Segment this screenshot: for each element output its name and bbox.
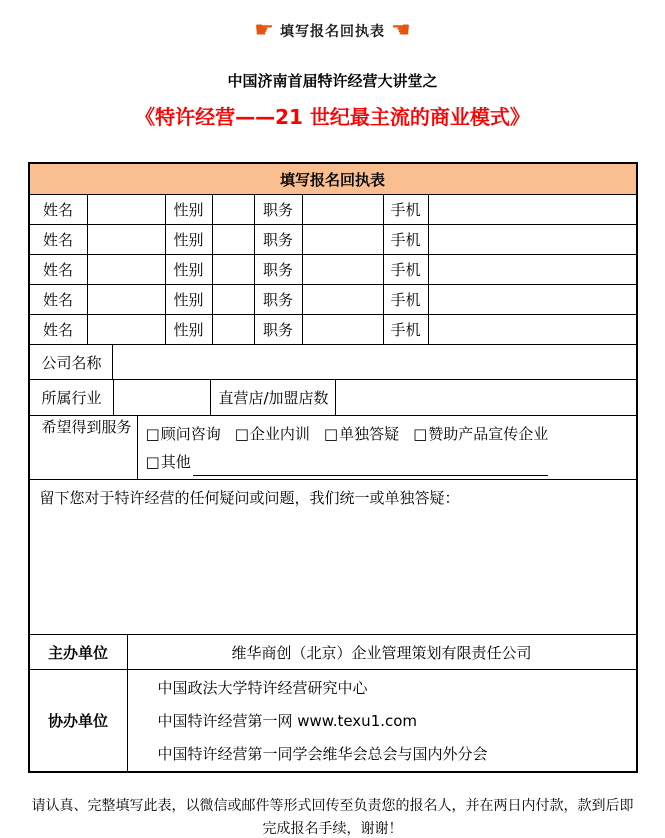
gender-input-cell-1[interactable] <box>212 195 254 224</box>
pointing-hand-right-icon: ☛ <box>254 18 274 43</box>
gender-input-cell-3[interactable] <box>212 255 254 284</box>
name-label: 姓名 <box>42 321 73 339</box>
name-input-cell-4[interactable] <box>87 285 165 314</box>
position-input-cell-3[interactable] <box>302 255 383 284</box>
other-input-line[interactable] <box>193 454 549 476</box>
checkbox-icon[interactable]: □ <box>145 424 160 443</box>
checkbox-icon[interactable]: □ <box>413 424 428 443</box>
option-individual-qa[interactable] <box>324 420 399 448</box>
co-organizer-label: 协办单位 <box>47 712 108 730</box>
mobile-input-cell-4[interactable] <box>428 285 636 314</box>
position-input-cell-5[interactable] <box>302 315 383 344</box>
event-series-title: 中国济南首届特许经营大讲堂之 <box>227 72 438 90</box>
attendee-row-5 <box>30 314 636 344</box>
position-label: 职务 <box>254 285 302 314</box>
name-label: 姓名 <box>42 291 73 309</box>
position-input-cell-4[interactable] <box>302 285 383 314</box>
pointing-hand-left-icon: ☚ <box>391 18 411 43</box>
event-main-title: 《特许经营——21 世纪最主流的商业模式》 <box>135 105 530 129</box>
gender-label: 性别 <box>165 255 212 284</box>
mobile-label: 手机 <box>383 255 428 284</box>
option-internal-training[interactable] <box>235 420 310 448</box>
mobile-input-cell-5[interactable] <box>428 315 636 344</box>
industry-row <box>30 379 636 415</box>
mobile-label: 手机 <box>383 315 428 344</box>
mobile-input-cell-2[interactable] <box>428 225 636 254</box>
question-row <box>30 479 636 634</box>
attendee-row-4 <box>30 284 636 314</box>
company-name-label: 公司名称 <box>41 353 102 372</box>
attendee-row-2 <box>30 224 636 254</box>
position-label: 职务 <box>254 255 302 284</box>
gender-input-cell-2[interactable] <box>212 225 254 254</box>
option-consulting[interactable] <box>146 420 221 448</box>
services-options <box>138 416 559 479</box>
co-organizer-line-2: 中国特许经营第一网 www.texu1.com <box>157 711 418 730</box>
mobile-label: 手机 <box>383 285 428 314</box>
banner-title: 填写报名回执表 <box>280 24 385 40</box>
organizer-row <box>30 634 636 669</box>
services-label: 希望得到服务 <box>41 418 132 436</box>
name-input-cell-5[interactable] <box>87 315 165 344</box>
option-other[interactable] <box>146 448 191 476</box>
co-organizer-line-1: 中国政法大学特许经营研究中心 <box>157 678 368 697</box>
option-other-label: 其他 <box>160 452 191 471</box>
store-count-label: 直营店/加盟店数 <box>210 380 335 415</box>
option-sponsor-promo-label: 赞助产品宣传企业 <box>428 424 549 443</box>
services-row <box>30 415 636 479</box>
co-organizer-row <box>30 669 636 771</box>
attendee-row-1 <box>30 194 636 224</box>
question-label: 留下您对于特许经营的任何疑问或问题，我们统一或单独答疑： <box>39 489 460 507</box>
mobile-label: 手机 <box>383 225 428 254</box>
gender-label: 性别 <box>165 225 212 254</box>
position-input-cell-1[interactable] <box>302 195 383 224</box>
position-input-cell-2[interactable] <box>302 225 383 254</box>
option-internal-training-label: 企业内训 <box>249 424 310 443</box>
industry-label: 所属行业 <box>41 389 102 407</box>
option-consulting-label: 顾问咨询 <box>160 424 221 443</box>
company-row <box>30 344 636 379</box>
mobile-input-cell-1[interactable] <box>428 195 636 224</box>
checkbox-icon[interactable]: □ <box>234 424 249 443</box>
checkbox-icon[interactable]: □ <box>323 424 339 443</box>
name-label: 姓名 <box>42 231 73 249</box>
position-label: 职务 <box>254 315 302 344</box>
footer-instructions: 请认真、完整填写此表，以微信或邮件等形式回传至负责您的报名人，并在两日内付款，款到后即完成报名手续，谢谢！ <box>31 798 634 837</box>
question-input-area[interactable] <box>30 480 636 634</box>
gender-label: 性别 <box>165 315 212 344</box>
gender-label: 性别 <box>165 285 212 314</box>
co-organizer-values <box>127 670 636 771</box>
co-organizer-line-3: 中国特许经营第一同学会维华会总会与国内外分会 <box>157 744 488 763</box>
position-label: 职务 <box>254 225 302 254</box>
attendee-row-3 <box>30 254 636 284</box>
name-label: 姓名 <box>42 261 73 279</box>
name-label: 姓名 <box>42 201 73 219</box>
gender-input-cell-4[interactable] <box>212 285 254 314</box>
organizer-value: 维华商创（北京）企业管理策划有限责任公司 <box>127 635 636 669</box>
top-banner <box>0 18 665 44</box>
name-input-cell-3[interactable] <box>87 255 165 284</box>
position-label: 职务 <box>254 195 302 224</box>
table-header-row <box>30 164 636 194</box>
mobile-input-cell-3[interactable] <box>428 255 636 284</box>
name-input-cell-2[interactable] <box>87 225 165 254</box>
mobile-label: 手机 <box>383 195 428 224</box>
company-name-input-cell[interactable] <box>112 345 636 379</box>
gender-label: 性别 <box>165 195 212 224</box>
table-header-title: 填写报名回执表 <box>279 170 385 189</box>
name-input-cell-1[interactable] <box>87 195 165 224</box>
industry-input-cell[interactable] <box>113 380 210 415</box>
store-count-input-cell[interactable] <box>335 380 636 415</box>
option-individual-qa-label: 单独答疑 <box>339 424 400 443</box>
organizer-label: 主办单位 <box>47 643 108 662</box>
option-sponsor-promo[interactable] <box>413 420 548 448</box>
registration-form-table <box>28 162 638 773</box>
gender-input-cell-5[interactable] <box>212 315 254 344</box>
checkbox-icon[interactable]: □ <box>145 452 160 471</box>
